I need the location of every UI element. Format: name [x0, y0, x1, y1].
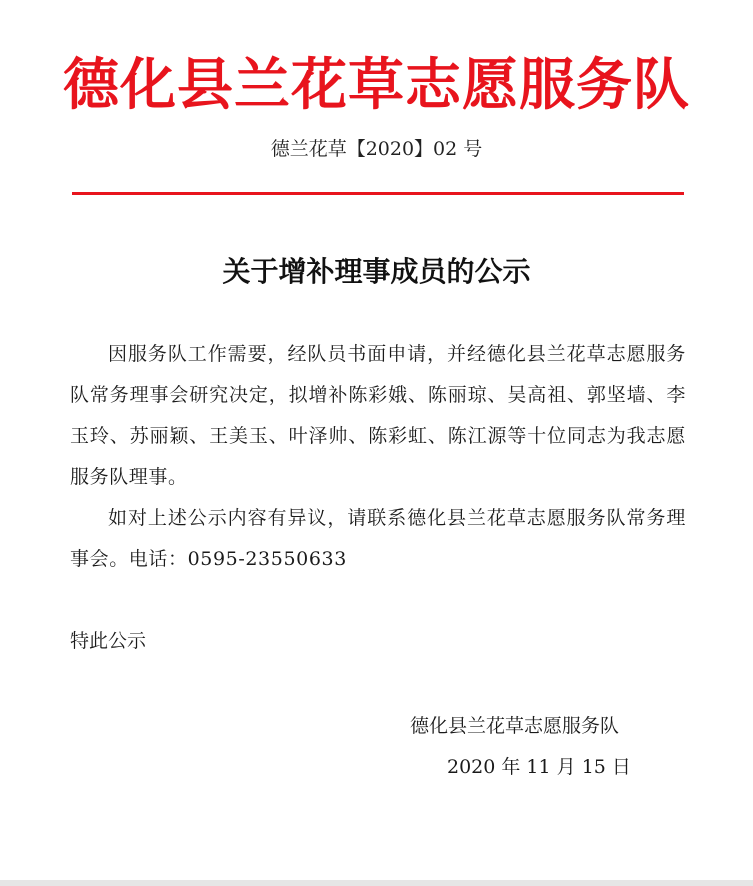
body-paragraph-2: 如对上述公示内容有异议，请联系德化县兰花草志愿服务队常务理事会。电话：0595-23550633 — [70, 507, 686, 570]
notice-body — [70, 334, 686, 580]
page-bottom-edge — [0, 880, 753, 886]
issue-date: 2020 年 11 月 15 日 — [447, 756, 631, 778]
notice-title: 关于增补理事成员的公示 — [222, 255, 531, 288]
body-paragraph-1: 因服务队工作需要，经队员书面申请，并经德化县兰花草志愿服务队常务理事会研究决定，拟增补陈彩娥、陈丽琼、吴高祖、郭坚墙、李玉玲、苏丽颖、王美玉、叶泽帅、陈彩虹、陈江源等十位同志为我志愿服务队理事。 — [70, 343, 686, 488]
document-number: 德兰花草【2020】02 号 — [270, 138, 483, 160]
issuer-signature: 德化县兰花草志愿服务队 — [410, 715, 620, 737]
red-divider-line — [72, 192, 684, 195]
closing-statement: 特此公示 — [70, 630, 147, 652]
organization-title: 德化县兰花草志愿服务队 — [63, 53, 690, 118]
